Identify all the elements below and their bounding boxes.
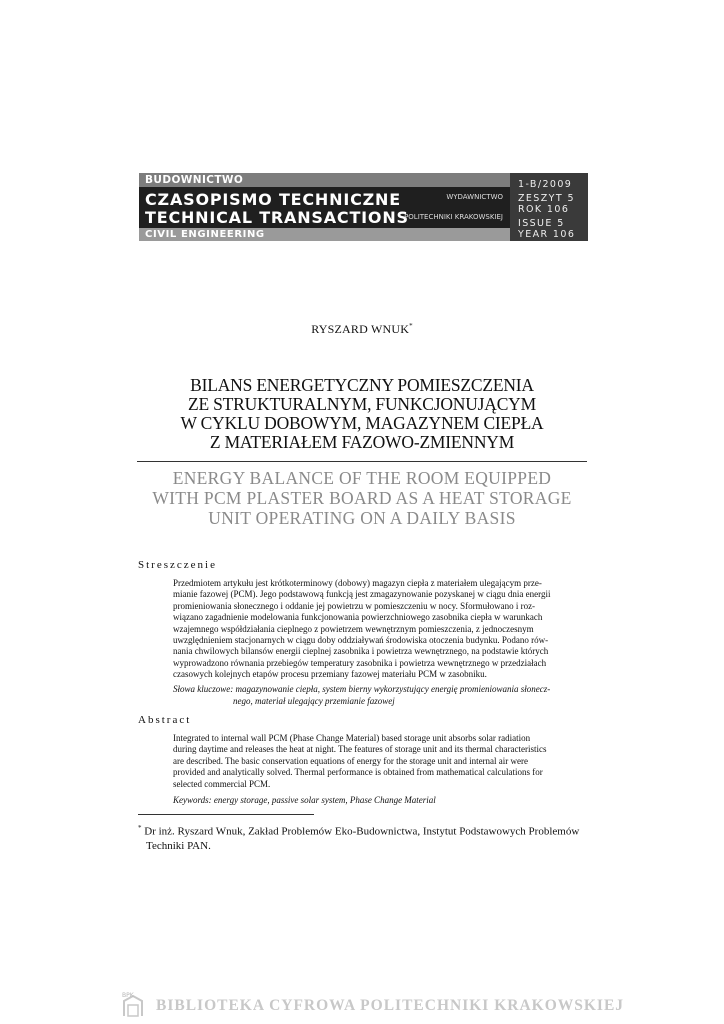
journal-title-block (139, 173, 510, 241)
journal-title-en: TECHNICAL TRANSACTIONS (145, 208, 409, 227)
abstract-text: Integrated to internal wall PCM (Phase Change Material) based storage unit absorbs solar radiation during daytime and releases the heat at night. The features of storage unit and its thermal characteristics are described. The basic conservation equations of energy for the storage unit and internal air were provided and analytically solved. Thermal performance is obtained from mathematical calculations for selected commercial PCM. (173, 733, 547, 789)
title-en: ENERGY BALANCE OF THE ROOM EQUIPPED WITH PCM PLASTER BOARD AS A HEAT STORAGE UNIT OPERATING ON A DAILY BASIS (152, 468, 572, 528)
journal-header-band (139, 173, 588, 241)
library-name: BIBLIOTEKA CYFROWA POLITECHNIKI KRAKOWSKIEJ (156, 997, 625, 1014)
author-name: RYSZARD WNUK* (311, 322, 413, 336)
library-abbr: BPK (122, 992, 134, 999)
streszczenie-heading: Streszczenie (138, 559, 217, 571)
title-pl: BILANS ENERGETYCZNY POMIESZCZENIA ZE STRUKTURALNYM, FUNKCJONUJĄCYM W CYKLU DOBOWYM, MAGAZYNEM CIEPŁA Z MATERIAŁEM FAZOWO-ZMIENNYM (180, 375, 544, 452)
journal-title-pl: CZASOPISMO TECHNICZNE (145, 190, 401, 209)
zeszyt-number: ZESZYT 5 (518, 193, 575, 204)
streszczenie-keywords-cont: nego, materiał ulegający przemianie fazowej (233, 696, 395, 706)
series-label: BUDOWNICTWO (145, 174, 244, 186)
publisher-label: WYDAWNICTWO (446, 193, 503, 201)
rok-number: ROK 106 (518, 204, 570, 215)
discipline-label: CIVIL ENGINEERING (145, 229, 265, 240)
issue-code: 1-B/2009 (518, 179, 573, 190)
author-footnote-mark: * (409, 322, 413, 330)
issue-info-block (510, 173, 588, 241)
abstract-keywords: Keywords: energy storage, passive solar system, Phase Change Material (173, 795, 436, 805)
library-watermark (118, 992, 625, 1020)
abstract-heading: Abstract (138, 714, 192, 726)
footnote: * Dr inż. Ryszard Wnuk, Zakład Problemów Eko-Budownictwa, Instytut Podstawowych Problemów Techniki PAN. (138, 824, 580, 852)
year-number: YEAR 106 (518, 229, 576, 240)
footnote-divider (138, 814, 314, 815)
streszczenie-text: Przedmiotem artykułu jest krótkoterminowy (dobowy) magazyn ciepła z materiałem ulegającym prze- mianie fazowej (PCM). Jego podstawową funkcją jest zmagazynowanie pozyskanej w ciągu dnia energii promieniowania słonecznego i oddanie jej powietrzu w pomieszczeniu w nocy. Sformułowano i roz- wiązano zagadnienie modelowania funkcjonowania powierzchniowego zasobnika ciepła w warunkach wzajemnego współdziałania cieplnego z powietrzem wewnętrznym pomieszczenia, z jednoczesnym uwzględnieniem stacjonarnych w ciągu doby oddziaływań środowiska otoczenia budynku. Podano rów- nania chwilowych bilansów energii cieplnej zasobnika i powietrza wewnętrznego, na podstawie których wyprowadzono równania przebiegów temperatury zasobnika i powietrza wewnętrznego w przedziałach czasowych kolejnych etapów procesu przemiany fazowej materiału PCM w zasobniku. (173, 578, 551, 680)
issue-number: ISSUE 5 (518, 218, 565, 229)
publisher-name: POLITECHNIKI KRAKOWSKIEJ (404, 213, 503, 221)
title-divider (137, 461, 587, 462)
streszczenie-keywords: Słowa kluczowe: magazynowanie ciepła, system bierny wykorzystujący energię promieniowania słonecz- (173, 684, 551, 694)
